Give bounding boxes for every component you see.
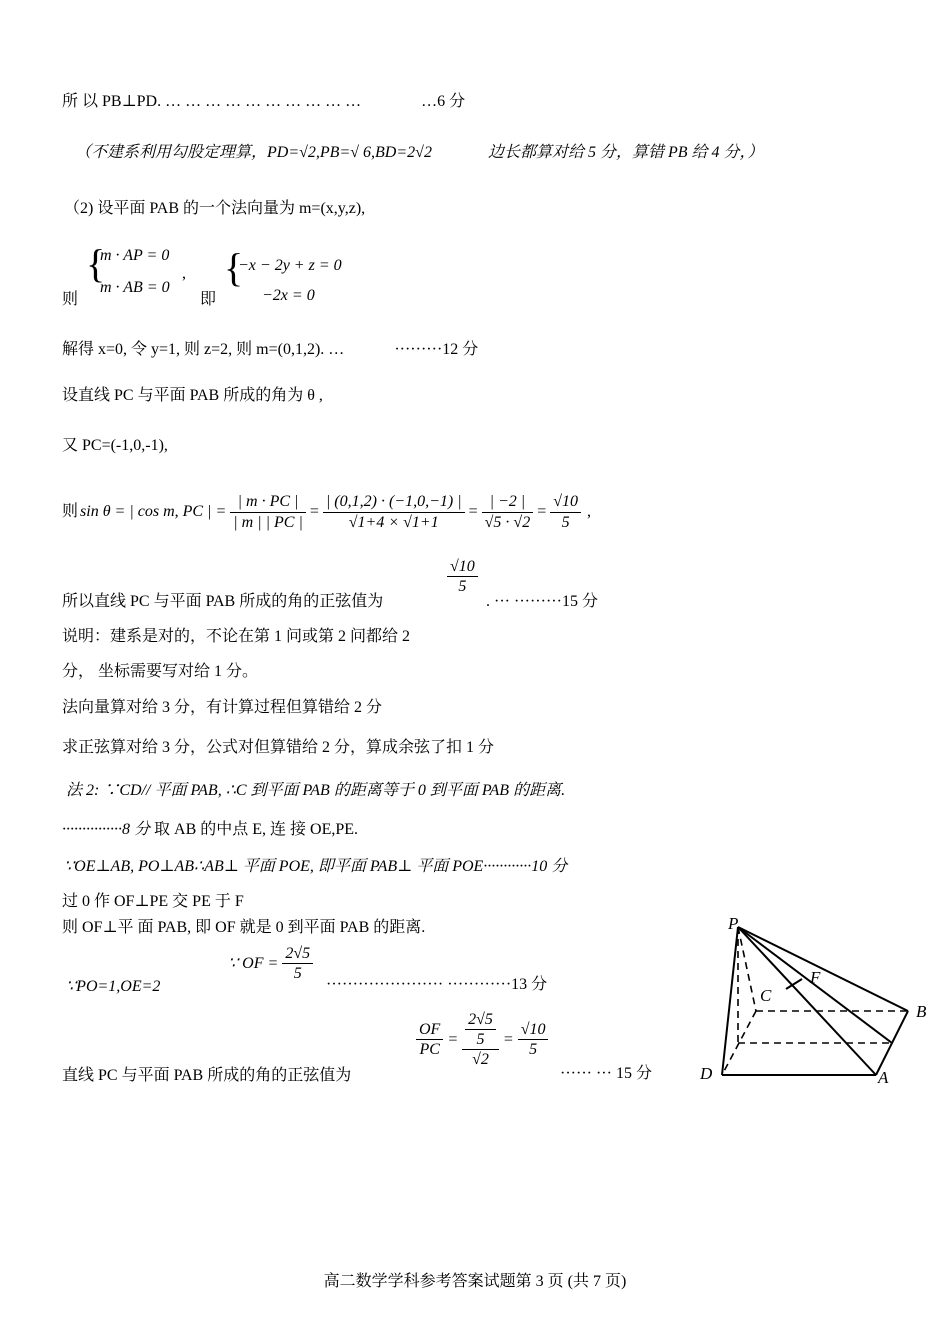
numerator: | −2 | [482,492,534,512]
text-line [75,143,764,162]
denominator: 5 [529,1041,538,1059]
edge-PD [722,927,738,1075]
denominator: √1+4 × √1+1 [348,513,439,531]
text-line [62,92,465,111]
page-footer: 高二数学学科参考答案试题第 3 页 (共 7 页) [323,1273,627,1290]
fraction [518,1020,549,1059]
equation: −x − 2y + z = 0 [238,257,342,274]
equation: −2x = 0 [262,287,315,304]
score-text: ·········12 分 [394,341,479,358]
word-ze: 则 [62,291,79,308]
label-B: B [916,1002,927,1021]
score-text: ······ ··· 15 分 [560,1065,652,1082]
equation: m · AB = 0 [100,279,170,296]
score-text: ···············8 分 [62,821,151,838]
edge-PA [738,927,876,1075]
method2-line: ∵PO=1,OE=2 [66,978,161,995]
fraction [416,1020,443,1059]
line-text: 解得 x=0, 令 y=1, 则 z=2, 则 m=(0,1,2). … [62,341,345,358]
line-text: 取 AB 的中点 E, 连 接 OE,PE. [150,821,359,838]
text-line [62,340,478,359]
note-line: 求正弦算对给 3 分，公式对但算错给 2 分，算成余弦了扣 1 分 [62,739,495,756]
denominator: 5 [293,965,302,983]
inner-fraction [465,1010,496,1049]
line-text: 边长都算对给 5 分，算错 PB 给 4 分，） [487,144,764,161]
note-line: 说明：建系是对的，不论在第 1 问或第 2 问都给 2 [62,628,411,645]
denominator: 5 [476,1031,485,1049]
note-line: 分， 坐标需要写对给 1 分。 [62,663,259,680]
fraction [282,944,313,983]
denominator: PC [419,1041,440,1059]
denominator: 5 [561,513,570,531]
of-formula [228,944,313,983]
numerator: √10 [550,492,581,512]
text-line: 又 PC=(-1,0,-1), [62,437,168,454]
method2-line: 法 2: ∵CD// 平面 PAB, ∴C 到平面 PAB 的距离等于 0 到平面 PAB 的距离. [66,782,566,799]
equation: m · AP = 0 [100,247,170,264]
line-text: （不建系利用勾股定理算，PD=√2,PB=√ 6,BD=2√2 [75,144,432,161]
label-A: A [878,1068,889,1087]
text-line: 设直线 PC 与平面 PAB 所成的角为 θ , [62,387,323,404]
edge-AB [876,1011,908,1075]
fraction [323,492,465,531]
numerator: 2√5 [282,944,313,964]
formula-part: sin θ = | cos m, PC | = [80,503,227,521]
word-ji: 即 [200,291,217,308]
numerator: | (0,1,2) · (−1,0,−1) | [323,492,465,512]
method2-line [62,820,358,839]
numerator: √10 [518,1020,549,1040]
word-ze: 则 [62,503,79,521]
denominator: 5 [458,578,467,596]
fraction [447,557,478,596]
fraction [482,492,534,531]
label-C: C [760,986,772,1005]
numerator: OF [416,1020,443,1040]
fraction [550,492,581,531]
sine-formula: 则 sin θ = | cos m, PC | = $\frac{| m \cdot PC |}{| m | | PC |}$ = $\frac{| (0,1,2) \cdot (-1,0,-1) |}{√1+4 \times √1+1}$ = $\frac{| -2 |}{√5 \cdot √2}$ = $\frac{√10}{5}$ , [62,493,591,531]
score-text: . ··· ·········15 分 [486,593,598,610]
formula-part: ∵ OF = [228,955,279,973]
score-text: …6 分 [421,93,466,110]
line-text: 所 以 PB⊥PD. … … … … … … … … … … [62,93,362,110]
denominator: | m | | PC | [233,513,303,531]
note-line: 法向量算对给 3 分，有计算过程但算错给 2 分 [62,699,383,716]
denominator: √2 [472,1051,489,1069]
label-D: D [700,1064,713,1083]
label-P: P [728,914,739,933]
text-line: （2) 设平面 PAB 的一个法向量为 m=(x,y,z), [64,200,366,217]
numerator: | m · PC | [230,492,306,512]
fraction [462,1010,499,1070]
text-line: 所以直线 PC 与平面 PAB 所成的角的正弦值为 [62,593,384,610]
pyramid-figure [690,905,940,1095]
numerator [462,1010,499,1050]
method2-line: ∵OE⊥AB, PO⊥AB∴AB⊥ 平面 POE, 即平面 PAB⊥ 平面 POE············10 分 [64,858,568,875]
text-line: 直线 PC 与平面 PAB 所成的角的正弦值为 [62,1067,352,1084]
method2-line: 则 OF⊥平 面 PAB, 即 OF 就是 0 到平面 PAB 的距离. [62,919,426,936]
numerator: 2√5 [465,1010,496,1030]
denominator: √5 · √2 [484,513,531,531]
numerator: √10 [447,557,478,577]
method2-line: 过 0 作 OF⊥PE 交 PE 于 F [62,893,244,910]
score-text: ······················ ············13 分 [326,976,548,993]
ratio-formula: $\frac{OF}{PC}$ = $\frac{\frac{2√5}{5}}{√2}$ = $\frac{√10}{5}$ [416,1010,548,1070]
label-F: F [810,968,821,987]
fraction [230,492,306,531]
